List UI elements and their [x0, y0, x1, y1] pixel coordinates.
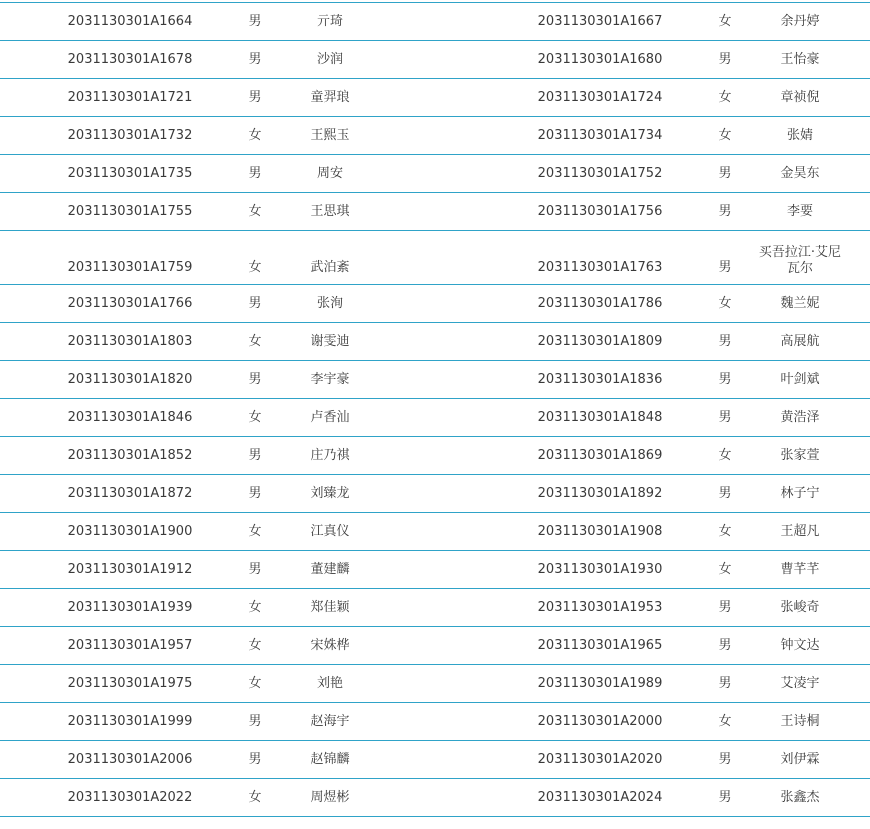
- gender-left: 男: [248, 485, 262, 501]
- gender-right: 男: [718, 751, 732, 767]
- gender-right: 女: [718, 89, 732, 105]
- table-row: [0, 323, 870, 361]
- table-row: [0, 117, 870, 155]
- name-left: 宋姝桦: [310, 637, 350, 653]
- name-right: 高展航: [780, 333, 820, 349]
- name-left: 张洵: [316, 295, 343, 311]
- student-id-left: 2031130301A1872: [67, 485, 193, 501]
- name-right: 魏兰妮: [780, 295, 820, 311]
- table-row: [0, 779, 870, 817]
- name-left: 谢雯迪: [310, 333, 350, 349]
- student-id-right: 2031130301A1786: [537, 295, 663, 311]
- gender-left: 男: [248, 165, 262, 181]
- student-id-left: 2031130301A1912: [67, 561, 193, 577]
- table-row: [0, 741, 870, 779]
- gender-right: 女: [718, 447, 732, 463]
- gender-left: 男: [248, 89, 262, 105]
- table-row: [0, 79, 870, 117]
- student-id-right: 2031130301A1989: [537, 675, 663, 691]
- gender-right: 男: [718, 260, 732, 275]
- student-id-right: 2031130301A1809: [537, 333, 663, 349]
- gender-left: 男: [248, 13, 262, 29]
- student-id-left: 2031130301A1766: [67, 295, 193, 311]
- table-row: [0, 193, 870, 231]
- name-left: 周安: [316, 165, 343, 181]
- student-id-left: 2031130301A1820: [67, 371, 193, 387]
- name-left: 卢香汕: [310, 409, 350, 425]
- student-id-right: 2031130301A1908: [537, 523, 663, 539]
- table-row: [0, 41, 870, 79]
- gender-left: 女: [248, 789, 262, 805]
- table-row: [0, 285, 870, 323]
- student-id-left: 2031130301A1939: [67, 599, 193, 615]
- gender-left: 男: [248, 295, 262, 311]
- table-row: [0, 513, 870, 551]
- name-left: 郑佳颖: [310, 599, 350, 615]
- student-id-right: 2031130301A1836: [537, 371, 663, 387]
- table-row: [0, 589, 870, 627]
- table-row: [0, 627, 870, 665]
- gender-right: 男: [718, 333, 732, 349]
- student-id-right: 2031130301A1680: [537, 51, 663, 67]
- table-row: [0, 665, 870, 703]
- gender-left: 男: [248, 751, 262, 767]
- student-id-right: 2031130301A1667: [537, 13, 663, 29]
- student-id-left: 2031130301A1957: [67, 637, 193, 653]
- name-right: 林子宁: [780, 485, 820, 501]
- gender-right: 女: [718, 561, 732, 577]
- gender-right: 男: [718, 51, 732, 67]
- student-id-right: 2031130301A1734: [537, 127, 663, 143]
- gender-right: 男: [718, 789, 732, 805]
- name-right: 李要: [786, 203, 813, 219]
- student-id-left: 2031130301A1732: [67, 127, 193, 143]
- gender-left: 女: [248, 333, 262, 349]
- gender-right: 男: [718, 485, 732, 501]
- student-id-left: 2031130301A1664: [67, 13, 193, 29]
- name-right: 刘伊霖: [780, 751, 820, 767]
- gender-right: 男: [718, 203, 732, 219]
- name-left: 王熙玉: [310, 127, 350, 143]
- name-left: 沙润: [316, 51, 343, 67]
- name-left: 庄乃祺: [310, 447, 350, 463]
- student-id-right: 2031130301A2020: [537, 751, 663, 767]
- gender-right: 女: [718, 523, 732, 539]
- name-left: 童羿琅: [310, 89, 350, 105]
- student-id-left: 2031130301A1759: [67, 260, 193, 275]
- name-right: 曹芊芊: [780, 561, 820, 577]
- student-id-right: 2031130301A1892: [537, 485, 663, 501]
- table-row: [0, 155, 870, 193]
- table-row: [0, 551, 870, 589]
- table-row: [0, 399, 870, 437]
- gender-right: 男: [718, 599, 732, 615]
- name-left: 赵海宇: [310, 713, 350, 729]
- name-right: 余丹婷: [780, 13, 820, 29]
- gender-left: 女: [248, 260, 262, 275]
- gender-right: 女: [718, 295, 732, 311]
- student-id-right: 2031130301A2000: [537, 713, 663, 729]
- name-left: 亓琦: [316, 13, 343, 29]
- gender-left: 女: [248, 203, 262, 219]
- student-id-left: 2031130301A1678: [67, 51, 193, 67]
- name-left: 武泊紊: [310, 260, 350, 275]
- name-left: 赵锦麟: [310, 751, 350, 767]
- name-right: 张婧: [786, 127, 813, 143]
- name-right: 张峻奇: [780, 599, 820, 615]
- student-id-right: 2031130301A1724: [537, 89, 663, 105]
- name-right: 钟文达: [780, 637, 820, 653]
- student-id-right: 2031130301A1752: [537, 165, 663, 181]
- student-id-left: 2031130301A1852: [67, 447, 193, 463]
- gender-right: 女: [718, 13, 732, 29]
- name-right: 金昊东: [780, 165, 820, 181]
- name-left: 李宇豪: [310, 371, 350, 387]
- table-row: [0, 703, 870, 741]
- student-id-right: 2031130301A2024: [537, 789, 663, 805]
- name-right: 买吾拉江·艾尼瓦尔: [758, 245, 842, 276]
- gender-right: 男: [718, 165, 732, 181]
- name-left: 周煜彬: [310, 789, 350, 805]
- gender-right: 女: [718, 127, 732, 143]
- student-id-left: 2031130301A1803: [67, 333, 193, 349]
- student-id-left: 2031130301A1999: [67, 713, 193, 729]
- gender-left: 男: [248, 561, 262, 577]
- student-id-right: 2031130301A1848: [537, 409, 663, 425]
- student-id-left: 2031130301A1755: [67, 203, 193, 219]
- gender-left: 男: [248, 713, 262, 729]
- table-row: [0, 3, 870, 41]
- name-right: 章祯倪: [780, 89, 820, 105]
- gender-left: 男: [248, 371, 262, 387]
- gender-right: 男: [718, 409, 732, 425]
- table-row: [0, 475, 870, 513]
- student-id-left: 2031130301A2006: [67, 751, 193, 767]
- gender-left: 女: [248, 599, 262, 615]
- name-left: 董建麟: [310, 561, 350, 577]
- gender-left: 女: [248, 637, 262, 653]
- name-right: 张鑫杰: [780, 789, 820, 805]
- name-left: 江真仪: [310, 523, 350, 539]
- gender-left: 女: [248, 127, 262, 143]
- name-right: 王超凡: [780, 523, 820, 539]
- student-id-left: 2031130301A1735: [67, 165, 193, 181]
- gender-left: 女: [248, 523, 262, 539]
- student-id-left: 2031130301A1721: [67, 89, 193, 105]
- name-right: 张家萱: [780, 447, 820, 463]
- name-right: 艾凌宇: [780, 675, 820, 691]
- name-right: 黄浩泽: [780, 409, 820, 425]
- name-left: 刘艳: [316, 675, 343, 691]
- student-id-left: 2031130301A2022: [67, 789, 193, 805]
- name-right: 王诗桐: [780, 713, 820, 729]
- gender-right: 男: [718, 371, 732, 387]
- student-id-right: 2031130301A1869: [537, 447, 663, 463]
- student-id-left: 2031130301A1900: [67, 523, 193, 539]
- gender-left: 男: [248, 51, 262, 67]
- name-left: 刘臻龙: [310, 485, 350, 501]
- student-id-left: 2031130301A1975: [67, 675, 193, 691]
- name-right: 叶剑斌: [780, 371, 820, 387]
- name-right: 王怡豪: [780, 51, 820, 67]
- student-list-table: [0, 2, 870, 817]
- student-id-right: 2031130301A1763: [537, 260, 663, 275]
- gender-left: 男: [248, 447, 262, 463]
- gender-right: 男: [718, 637, 732, 653]
- gender-right: 女: [718, 713, 732, 729]
- table-row: [0, 231, 870, 285]
- table-row: [0, 361, 870, 399]
- gender-left: 女: [248, 409, 262, 425]
- student-id-right: 2031130301A1756: [537, 203, 663, 219]
- table-row: [0, 437, 870, 475]
- student-id-left: 2031130301A1846: [67, 409, 193, 425]
- student-id-right: 2031130301A1965: [537, 637, 663, 653]
- gender-left: 女: [248, 675, 262, 691]
- name-left: 王思琪: [310, 203, 350, 219]
- student-id-right: 2031130301A1930: [537, 561, 663, 577]
- student-id-right: 2031130301A1953: [537, 599, 663, 615]
- gender-right: 男: [718, 675, 732, 691]
